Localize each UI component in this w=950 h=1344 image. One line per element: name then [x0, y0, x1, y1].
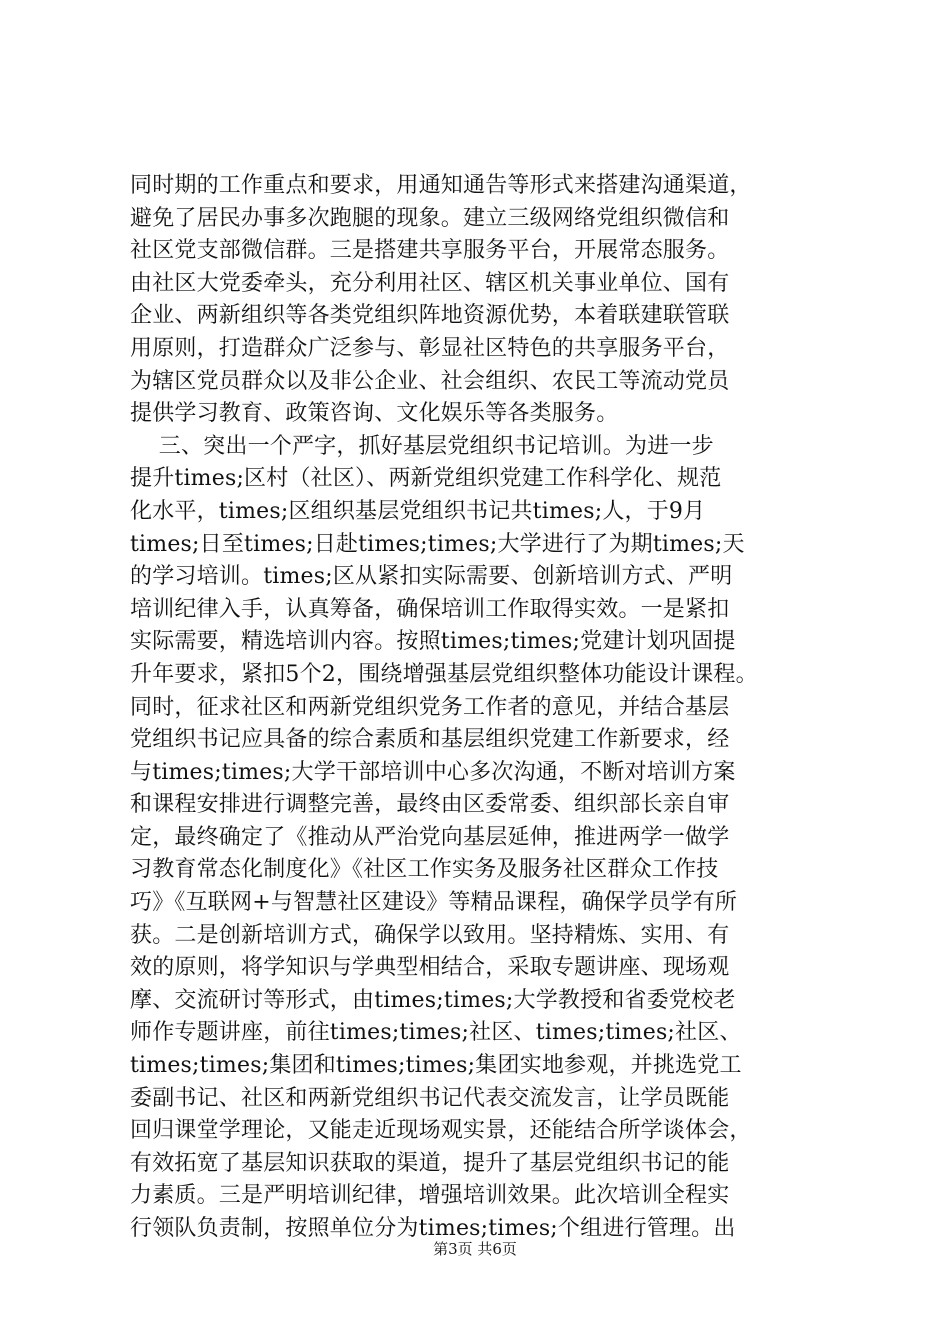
text-line: 同时，征求社区和两新党组织党务工作者的意见，并结合基层 — [130, 694, 730, 720]
text-line: 升年要求，紧扣5个2，围绕增强基层党组织整体功能设计课程。 — [130, 661, 758, 687]
text-line: times;times;集团和times;times;集团实地参观，并挑选党工 — [130, 1053, 742, 1079]
text-line: 委副书记、社区和两新党组织书记代表交流发言，让学员既能 — [130, 1085, 730, 1111]
text-line: 定，最终确定了《推动从严治党向基层延伸，推进两学一做学 — [130, 824, 730, 850]
text-line: 回归课堂学理论，又能走近现场观实景，还能结合所学谈体会， — [130, 1118, 752, 1144]
text-line: 力素质。三是严明培训纪律，增强培训效果。此次培训全程实 — [130, 1183, 730, 1209]
text-line: times;日至times;日赴times;times;大学进行了为期times;天 — [130, 531, 745, 557]
text-line: 实际需要，精选培训内容。按照times;times;党建计划巩固提 — [130, 629, 736, 655]
text-line: 习教育常态化制度化》《社区工作实务及服务社区群众工作技 — [130, 857, 719, 883]
text-line: 化水平，times;区组织基层党组织书记共times;人，于9月 — [130, 498, 706, 524]
text-line: 避免了居民办事多次跑腿的现象。建立三级网络党组织微信和 — [130, 205, 730, 231]
text-line: 同时期的工作重点和要求，用通知通告等形式来搭建沟通渠道， — [130, 173, 752, 198]
text-line: 用原则，打造群众广泛参与、彰显社区特色的共享服务平台， — [130, 335, 730, 361]
text-line: 社区党支部微信群。三是搭建共享服务平台，开展常态服务。 — [130, 238, 730, 264]
text-line: 培训纪律入手，认真筹备，确保培训工作取得实效。一是紧扣 — [130, 596, 730, 622]
text-line: 巧》《互联网+与智慧社区建设》等精品课程，确保学员学有所 — [130, 890, 738, 916]
text-line: 党组织书记应具备的综合素质和基层组织党建工作新要求，经 — [130, 727, 730, 753]
text-line: 提供学习教育、政策咨询、文化娱乐等各类服务。 — [130, 401, 619, 427]
text-line: 有效拓宽了基层知识获取的渠道，提升了基层党组织书记的能 — [130, 1150, 730, 1176]
text-line: 企业、两新组织等各类党组织阵地资源优势，本着联建联管联 — [130, 303, 730, 329]
text-line: 为辖区党员群众以及非公企业、社会组织、农民工等流动党员 — [130, 368, 730, 394]
text-line: 与times;times;大学干部培训中心多次沟通，不断对培训方案 — [130, 759, 736, 785]
text-line: 师作专题讲座，前往times;times;社区、times;times;社区、 — [130, 1020, 742, 1046]
text-line: 三、突出一个严字，抓好基层党组织书记培训。为进一步 — [130, 433, 714, 459]
page-number: 第3页 共6页 — [433, 1240, 517, 1258]
body-text — [130, 170, 830, 1246]
text-line: 获。二是创新培训方式，确保学以致用。坚持精炼、实用、有 — [130, 922, 730, 948]
text-line: 由社区大党委牵头，充分利用社区、辖区机关事业单位、国有 — [130, 270, 730, 296]
text-line: 的学习培训。times;区从紧扣实际需要、创新培训方式、严明 — [130, 564, 733, 590]
text-line: 提升times;区村（社区）、两新党组织党建工作科学化、规范 — [130, 466, 722, 492]
text-line: 行领队负责制，按照单位分为times;times;个组进行管理。出 — [130, 1216, 736, 1241]
text-line: 摩、交流研讨等形式，由times;times;大学教授和省委党校老 — [130, 987, 736, 1013]
text-line: 和课程安排进行调整完善，最终由区委常委、组织部长亲自审 — [130, 792, 730, 818]
text-line: 效的原则，将学知识与学典型相结合，采取专题讲座、现场观 — [130, 955, 730, 981]
